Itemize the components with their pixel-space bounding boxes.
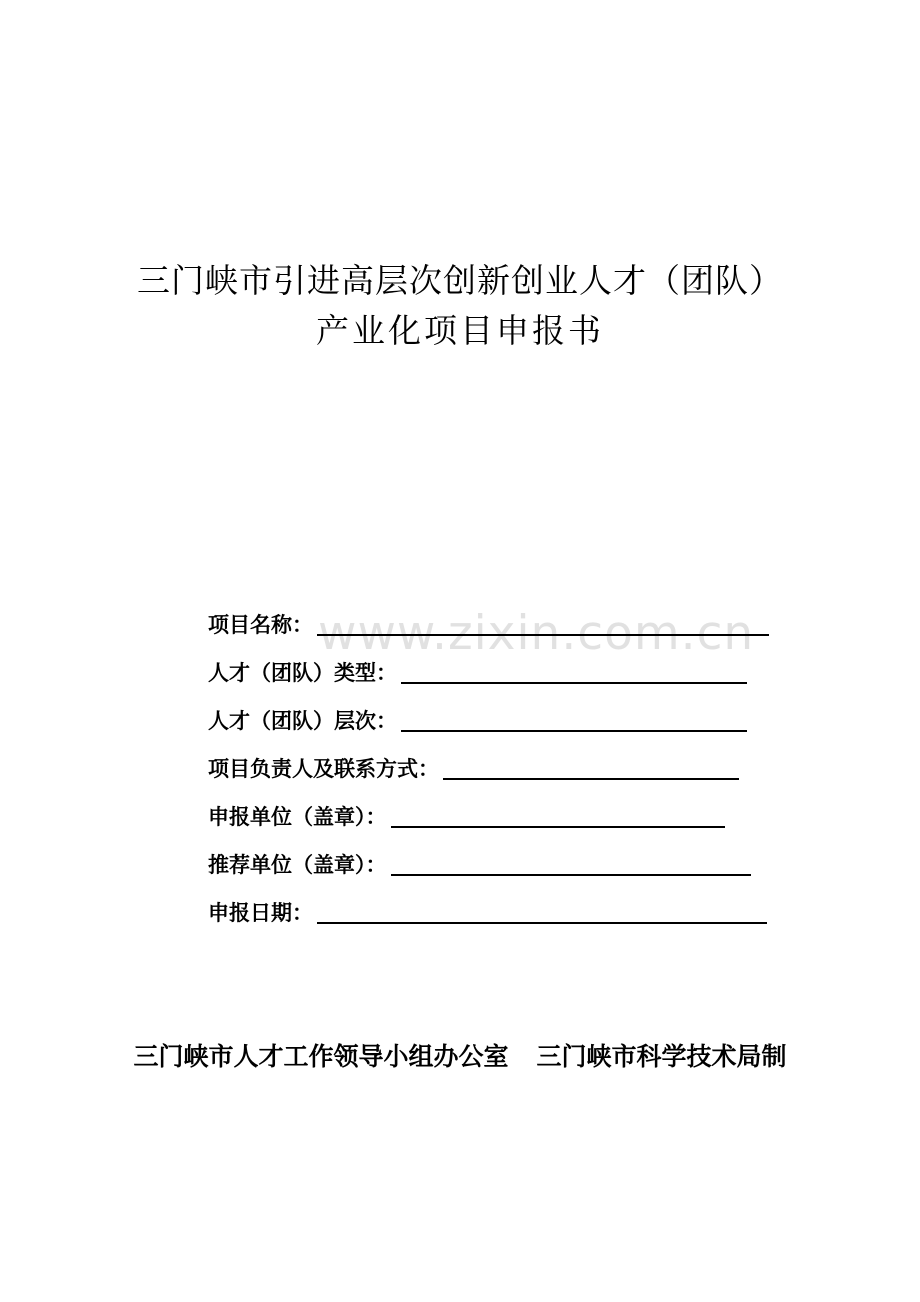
field-line-project-name[interactable] [317, 634, 769, 636]
field-line-talent-type[interactable] [401, 682, 747, 684]
form-row-project-lead-contact [208, 750, 739, 782]
form-row-talent-level [208, 702, 747, 734]
issuer-talent-office: 三门峡市人才工作领导小组办公室 [133, 1042, 509, 1071]
document-title-line-1: 三门峡市引进高层次创新创业人才（团队） [137, 261, 783, 300]
form-row-project-name [208, 606, 769, 638]
field-label-project-lead-contact: 项目负责人及联系方式： [208, 757, 439, 781]
form-row-application-date [208, 894, 767, 926]
field-line-talent-level[interactable] [401, 730, 747, 732]
document-title-line-2: 产业化项目申报书 [316, 311, 604, 350]
field-label-project-name: 项目名称： [208, 613, 313, 637]
field-line-applicant-unit[interactable] [391, 826, 725, 828]
form-row-recommending-unit [208, 846, 751, 878]
field-label-recommending-unit: 推荐单位（盖章）： [208, 853, 387, 877]
field-label-application-date: 申报日期： [208, 901, 313, 925]
field-label-talent-level: 人才（团队）层次： [208, 709, 397, 733]
form-row-applicant-unit [208, 798, 725, 830]
field-line-project-lead-contact[interactable] [443, 778, 739, 780]
field-line-recommending-unit[interactable] [391, 874, 751, 876]
issuing-organizations [0, 1040, 920, 1074]
issuer-science-bureau: 三门峡市科学技术局制 [536, 1042, 787, 1071]
field-label-talent-type: 人才（团队）类型： [208, 661, 397, 685]
watermark: www.zixin.com.cn [318, 606, 755, 661]
field-line-application-date[interactable] [317, 922, 767, 924]
field-label-applicant-unit: 申报单位（盖章）： [208, 805, 387, 829]
form-row-talent-type [208, 654, 747, 686]
